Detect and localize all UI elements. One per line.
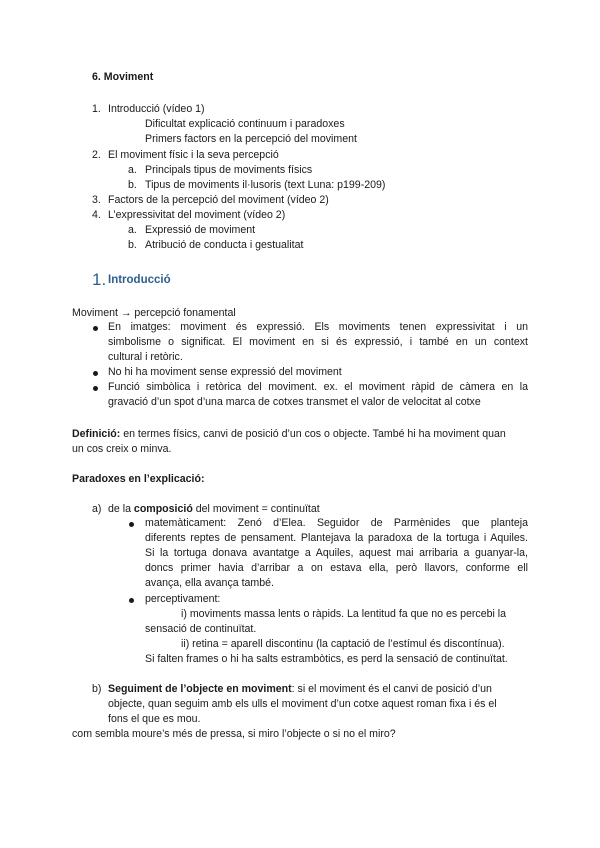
definition-line	[72, 427, 506, 442]
bullet-text: avança, ella avança també.	[145, 577, 274, 589]
paradox-b-text: : si el moviment és el canvi de posició d’un	[291, 683, 492, 695]
definition-text: en termes físics, canvi de posició d’un cos o objecte. També hi ha moviment quan	[120, 428, 506, 440]
definition-label: Definició:	[72, 428, 121, 440]
percept-text: ii) retina = aparell discontinu (la captació de l’estímul és discontínua).	[181, 638, 505, 650]
outline-item: Factors de la percepció del moviment (vídeo 2)	[108, 194, 329, 206]
bullet-text: Funció simbòlica i retòrica del moviment. ex. el moviment ràpid de càmera en la	[108, 381, 528, 393]
paradox-b-bold: Seguiment de l’objecte en moviment	[108, 683, 292, 695]
list-letter: a)	[92, 503, 102, 515]
bullet-text: Si la tortuga donava avantatge a Aquiles, aquest mai arribaria a guanyar-la,	[145, 547, 528, 559]
outline-num: b.	[128, 179, 137, 191]
paradox-b-text: objecte, quan seguim amb els ulls el moviment d’un cotxe aquest roman fixa i és el	[108, 698, 497, 710]
outline-subline: Dificultat explicació continuum i paradoxes	[145, 118, 345, 130]
heading-text: Introducció	[108, 274, 171, 286]
outline-num: b.	[128, 239, 137, 251]
outline-num: a.	[128, 164, 137, 176]
outline-item: Introducció (vídeo 1)	[108, 103, 205, 115]
outline-item: Atribució de conducta i gestualitat	[145, 239, 304, 251]
bullet-dot	[129, 522, 134, 527]
bullet-text: doncs primer havia d’arribar a on estava ella, però llavors, conforme ell	[145, 562, 528, 574]
bullet-text: No hi ha moviment sense expressió del moviment	[108, 366, 342, 378]
outline-num: 3.	[92, 194, 101, 206]
outline-item: L’expressivitat del moviment (vídeo 2)	[108, 209, 286, 221]
intro-lead: Moviment → percepció fonamental	[72, 307, 236, 319]
bullet-dot	[93, 326, 98, 331]
bullet-text: diferents reptes de pensament. Plantejava la paradoxa de la tortuga i Aquiles.	[145, 532, 528, 544]
outline-num: 2.	[92, 149, 101, 161]
paradox-a-text: de la	[108, 503, 134, 515]
outline-num: 4.	[92, 209, 101, 221]
bullet-text: En imatges: moviment és expressió. Els moviments tenen expressivitat i un	[108, 321, 528, 333]
paradox-b-text: fons el que es mou.	[108, 713, 201, 725]
bullet-text: perceptivament:	[145, 593, 221, 605]
paradox-a-text: del moviment = continuïtat	[192, 503, 320, 515]
percept-text: sensació de continuïtat.	[145, 623, 257, 635]
bullet-dot	[129, 598, 134, 603]
heading-number: 1.	[92, 270, 107, 289]
bullet-text: matemàticament: Zenó d’Elea. Seguidor de Parmènides que planteja	[145, 517, 528, 529]
outline-num: a.	[128, 224, 137, 236]
section-title: 6. Moviment	[92, 71, 154, 83]
definition-text: un cos creix o minva.	[72, 443, 172, 455]
paradox-a-bold: composició	[133, 503, 193, 515]
bullet-text: gravació d’un spot d’una marca de cotxes transmet el valor de velocitat al cotxe	[108, 396, 481, 408]
bullet-text: cultural i retòric.	[108, 351, 183, 363]
outline-subline: Primers factors en la percepció del moviment	[145, 133, 357, 145]
percept-text: Si falten frames o hi ha salts estrambòtics, es perd la sensació de continuïtat.	[145, 653, 508, 665]
bullet-dot	[93, 386, 98, 391]
question-text: com sembla moure’s més de pressa, si miro l’objecte o si no el miro?	[72, 728, 396, 740]
outline-item: Tipus de moviments il·lusoris (text Luna: p199-209)	[145, 179, 386, 191]
outline-num: 1.	[92, 103, 101, 115]
outline-item: Expressió de moviment	[145, 224, 256, 236]
paradox-b	[108, 682, 492, 697]
bullet-text: simbolisme o significat. El moviment en si és expressió, i també en un context	[108, 336, 528, 348]
percept-text: i) moviments massa lents o ràpids. La lentitud fa que no es percebi la	[181, 608, 507, 620]
paradox-a	[108, 502, 320, 517]
outline-item: El moviment físic i la seva percepció	[108, 149, 279, 161]
list-letter: b)	[92, 683, 102, 695]
bullet-dot	[93, 371, 98, 376]
outline-item: Principals tipus de moviments físics	[145, 164, 313, 176]
paradoxes-title: Paradoxes en l’explicació:	[72, 473, 205, 485]
